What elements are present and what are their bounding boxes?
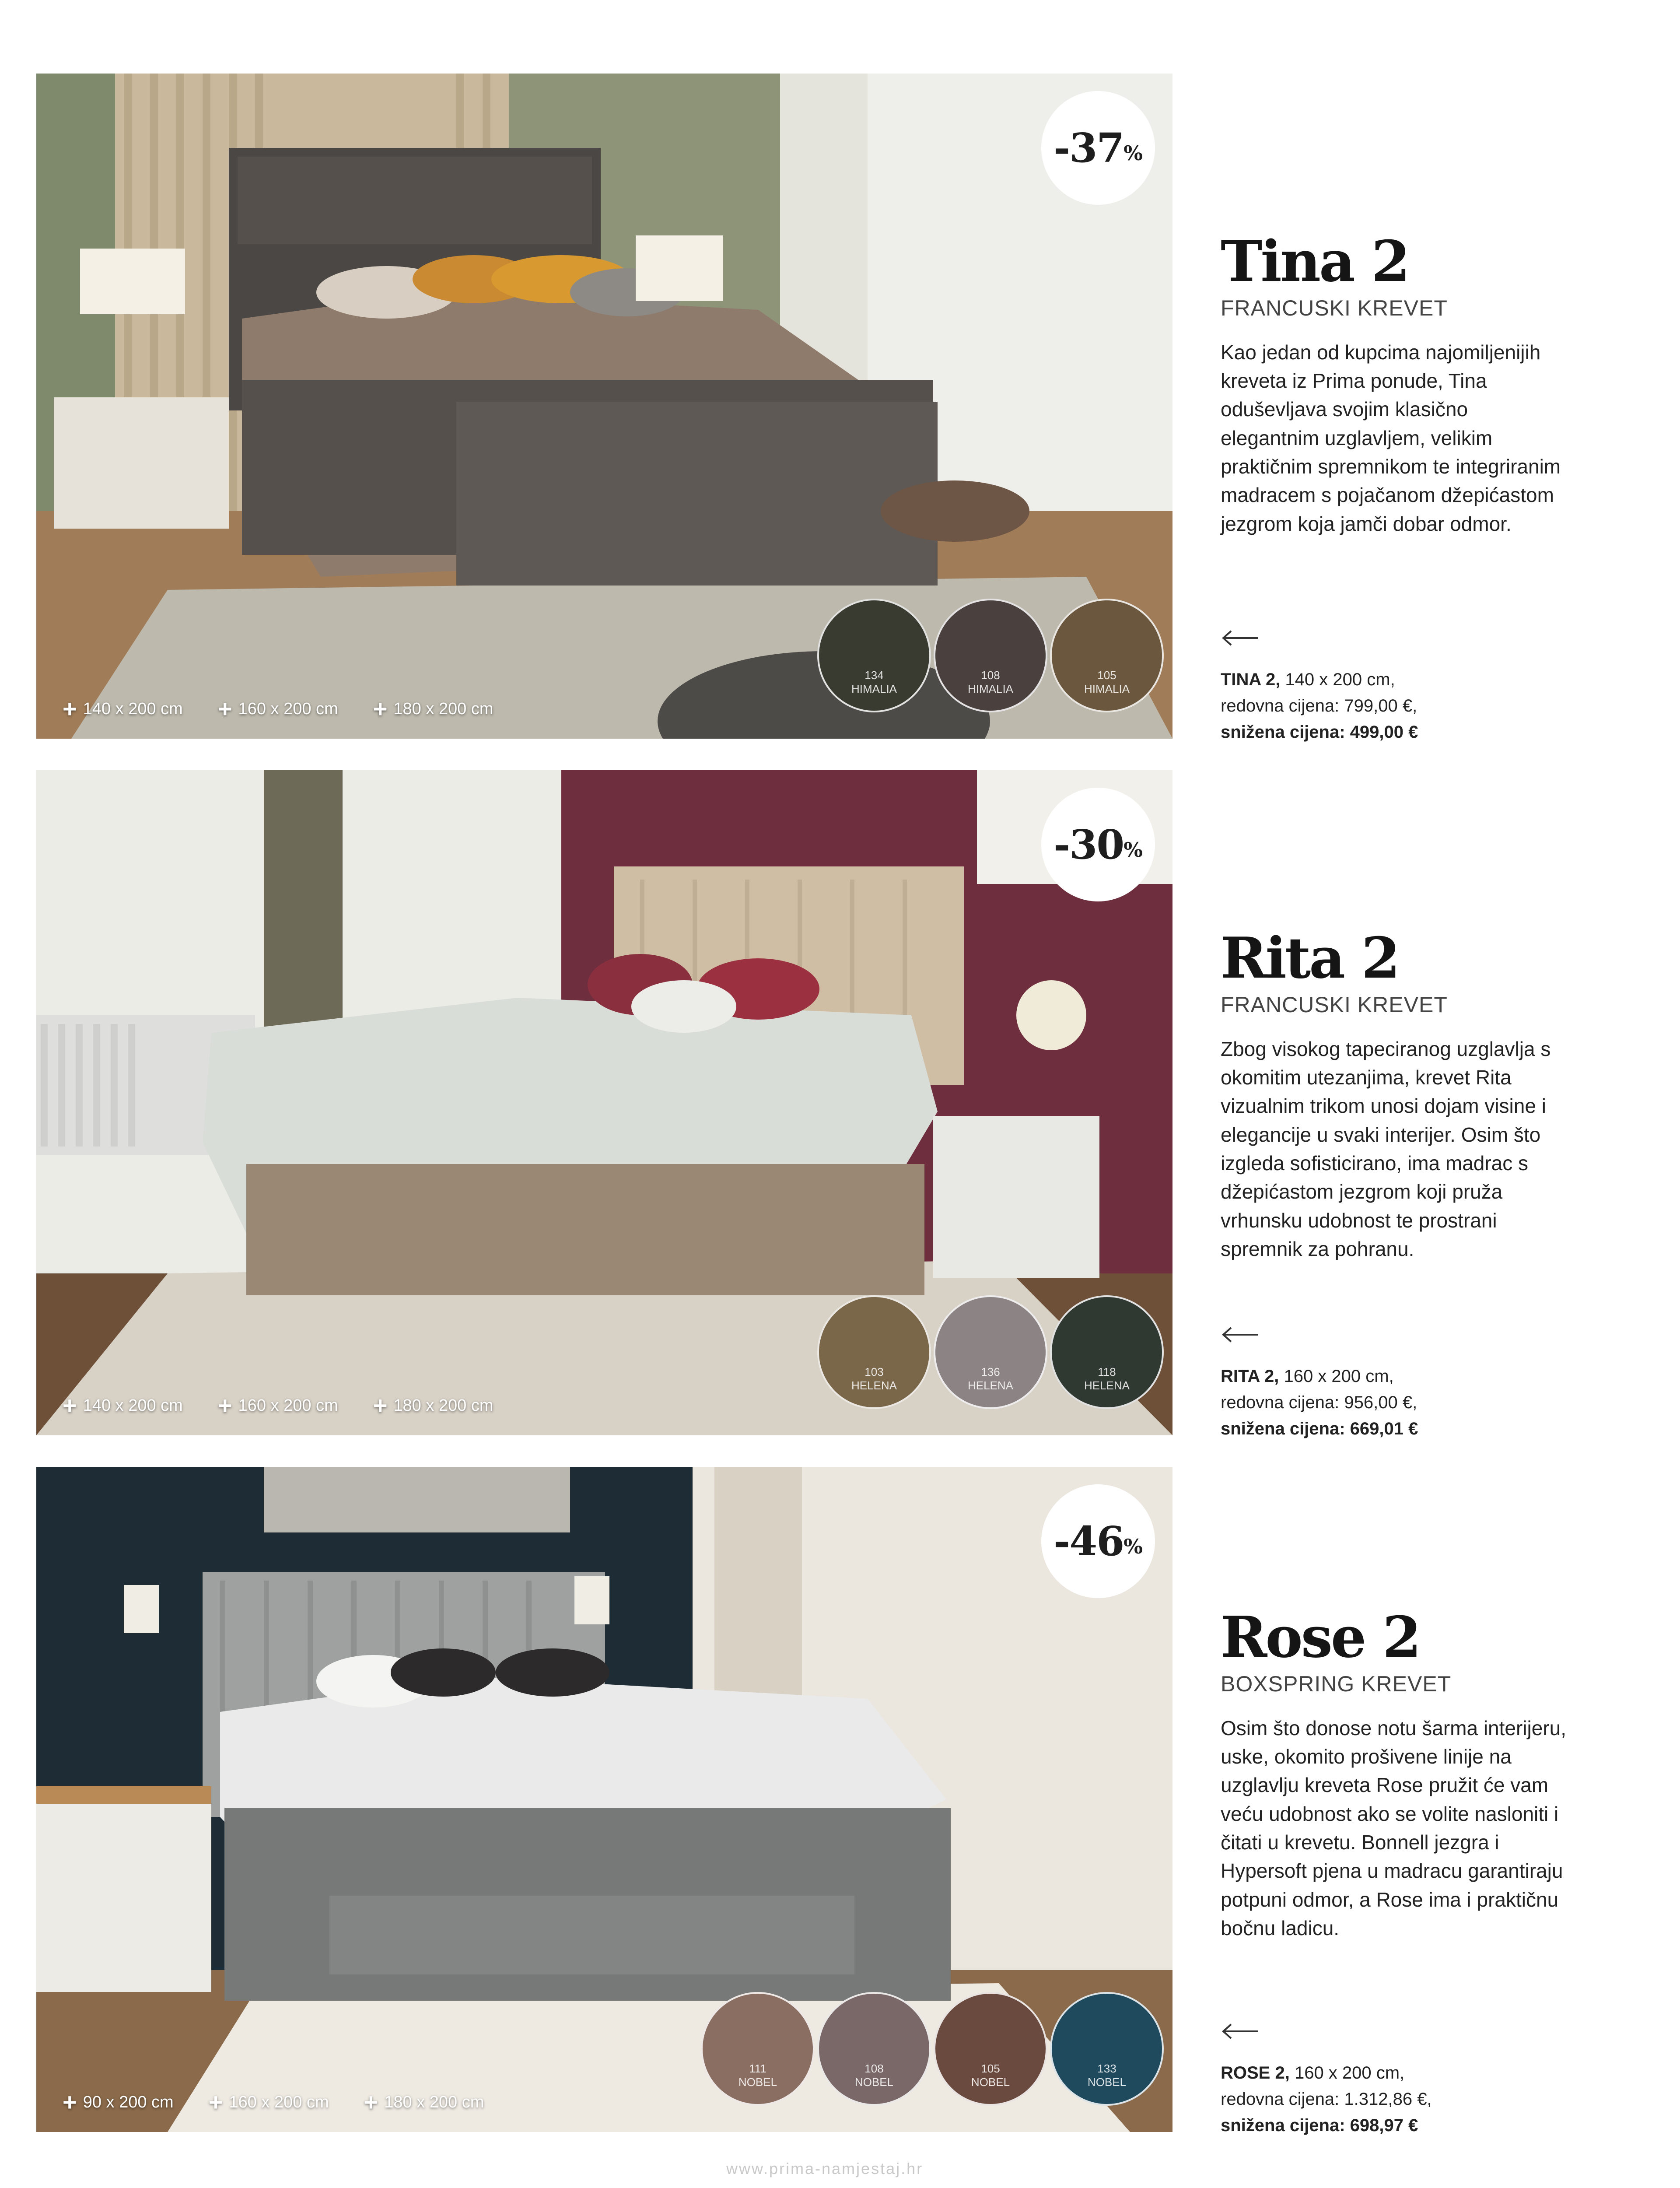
size-label: 140 x 200 cm [83, 1396, 183, 1415]
product-photo [36, 770, 1172, 1435]
size-options [63, 2090, 484, 2114]
price-size: 140 x 200 cm, [1280, 670, 1395, 689]
product-description: Kao jedan od kupcima najomiljenijih kreveta iz Prima ponude, Tina oduševljava svojim klasično elegantnim uzglavljem, velikim praktičnim spremnikom te integriranim madracem s pojačanom džepićastom jezgrom koja jamči dobar odmor. [1221, 340, 1561, 535]
swatch-name: HELENA [851, 1378, 897, 1392]
product-description: Osim što donose notu šarma interijeru, uske, okomito prošivene linije na uzglavlju kreveta Rose pružit će vam veću udobnost ako se volite nasloniti i čitati u krevetu. Bonnell jezgra i Hypersoft pjena u madracu garantiraju potpuni odmor, a Rose ima i praktičnu bočnu ladicu. [1221, 1716, 1567, 1939]
sale-price: snižena cijena: 499,00 € [1221, 722, 1418, 742]
size-option[interactable] [209, 2090, 329, 2114]
color-swatches [817, 1295, 1164, 1409]
price-info [1221, 666, 1418, 745]
size-label: 180 x 200 cm [393, 699, 494, 718]
color-swatch[interactable] [934, 1992, 1047, 2106]
product-info [1221, 231, 1571, 538]
plus-icon: + [364, 2088, 378, 2116]
size-label: 160 x 200 cm [229, 2093, 329, 2111]
product-description: Zbog visokog tapeciranog uzglavlja s okomitim utezanjima, krevet Rita vizualnim trikom unosi dojam visine i elegancije u svaki interijer. Osim što izgleda sofisticirano, ima madrac s džepićastom jezgrom koji pruža vrhunsku udobnost te prostrani spremnik za pohranu. [1221, 1037, 1551, 1260]
product-info [1221, 928, 1571, 1263]
plus-icon: + [63, 1392, 77, 1419]
color-swatch[interactable] [934, 1295, 1047, 1409]
discount-badge [1041, 788, 1155, 901]
plus-icon: + [373, 695, 388, 722]
size-options [63, 1393, 494, 1418]
discount-badge [1041, 91, 1155, 205]
product-title: Tina 2 [1221, 229, 1409, 295]
swatch-name: NOBEL [1087, 2075, 1127, 2089]
website-url[interactable]: www.prima-namjestaj.hr [726, 2160, 924, 2177]
plus-icon: + [63, 2088, 77, 2116]
color-swatch[interactable] [817, 599, 931, 712]
color-swatch[interactable] [934, 599, 1047, 712]
price-model: RITA 2, [1221, 1367, 1279, 1386]
price-model: TINA 2, [1221, 670, 1281, 689]
swatch-name: HIMALIA [851, 682, 897, 695]
plus-icon: + [208, 2088, 223, 2116]
swatch-code: 105 [1097, 668, 1116, 682]
discount-value: -30 [1054, 821, 1124, 868]
swatch-code: 103 [864, 1365, 884, 1378]
product-info [1221, 1607, 1571, 1943]
color-swatch[interactable] [817, 1992, 931, 2106]
price-size: 160 x 200 cm, [1289, 2063, 1405, 2083]
price-info [1221, 1363, 1418, 1442]
discount-percent: % [1124, 838, 1143, 862]
size-label: 160 x 200 cm [238, 1396, 338, 1415]
size-option[interactable] [63, 697, 183, 721]
color-swatches [817, 599, 1164, 712]
product-rose [0, 1467, 1680, 2135]
size-option[interactable] [373, 1393, 494, 1418]
swatch-code: 108 [864, 2062, 884, 2075]
swatch-code: 134 [864, 668, 884, 682]
size-option[interactable] [364, 2090, 484, 2114]
swatch-name: NOBEL [738, 2075, 777, 2089]
swatch-code: 136 [981, 1365, 1000, 1378]
plus-icon: + [63, 695, 77, 722]
size-option[interactable] [218, 697, 338, 721]
product-rita [0, 770, 1680, 1438]
discount-percent: % [1124, 1535, 1143, 1558]
color-swatches [701, 1992, 1164, 2106]
color-swatch[interactable] [1050, 1992, 1164, 2106]
discount-value: -46 [1054, 1518, 1124, 1565]
arrow-left-icon [1221, 2023, 1260, 2040]
price-size: 160 x 200 cm, [1279, 1367, 1394, 1386]
sale-price: snižena cijena: 698,97 € [1221, 2116, 1418, 2135]
swatch-code: 111 [749, 2062, 766, 2075]
arrow-left-icon [1221, 629, 1260, 647]
plus-icon: + [217, 695, 232, 722]
regular-price: redovna cijena: 799,00 €, [1221, 696, 1418, 715]
color-swatch[interactable] [1050, 1295, 1164, 1409]
discount-percent: % [1124, 141, 1143, 165]
product-type: FRANCUSKI KREVET [1221, 295, 1448, 320]
size-label: 180 x 200 cm [384, 2093, 484, 2111]
product-photo [36, 74, 1172, 739]
size-option[interactable] [63, 1393, 183, 1418]
product-tina [0, 74, 1680, 742]
size-option[interactable] [373, 697, 494, 721]
color-swatch[interactable] [817, 1295, 931, 1409]
discount-value: -37 [1054, 124, 1124, 172]
price-model: ROSE 2, [1221, 2063, 1290, 2083]
arrow-left-icon [1221, 1326, 1260, 1343]
color-swatch[interactable] [1050, 599, 1164, 712]
size-option[interactable] [218, 1393, 338, 1418]
product-photo [36, 1467, 1172, 2132]
regular-price: redovna cijena: 1.312,86 €, [1221, 2090, 1432, 2109]
product-type: BOXSPRING KREVET [1221, 1671, 1452, 1696]
color-swatch[interactable] [701, 1992, 815, 2106]
swatch-name: HIMALIA [1084, 682, 1130, 695]
plus-icon: + [373, 1392, 388, 1419]
swatch-name: HELENA [1084, 1378, 1130, 1392]
swatch-name: HIMALIA [967, 682, 1014, 695]
swatch-name: NOBEL [854, 2075, 894, 2089]
swatch-code: 105 [981, 2062, 1000, 2075]
plus-icon: + [217, 1392, 232, 1419]
size-options [63, 697, 494, 721]
price-info [1221, 2060, 1432, 2139]
product-title: Rose 2 [1221, 1605, 1420, 1670]
swatch-name: NOBEL [971, 2075, 1010, 2089]
sale-price: snižena cijena: 669,01 € [1221, 1419, 1418, 1438]
size-label: 90 x 200 cm [83, 2093, 174, 2111]
product-title: Rita 2 [1221, 926, 1399, 991]
product-type: FRANCUSKI KREVET [1221, 992, 1448, 1017]
size-option[interactable] [63, 2090, 174, 2114]
size-label: 180 x 200 cm [393, 1396, 494, 1415]
swatch-code: 108 [981, 668, 1000, 682]
size-label: 160 x 200 cm [238, 699, 338, 718]
discount-badge [1041, 1484, 1155, 1598]
swatch-name: HELENA [967, 1378, 1014, 1392]
swatch-code: 133 [1097, 2062, 1116, 2075]
size-label: 140 x 200 cm [83, 699, 183, 718]
swatch-code: 118 [1098, 1365, 1116, 1378]
regular-price: redovna cijena: 956,00 €, [1221, 1393, 1418, 1412]
